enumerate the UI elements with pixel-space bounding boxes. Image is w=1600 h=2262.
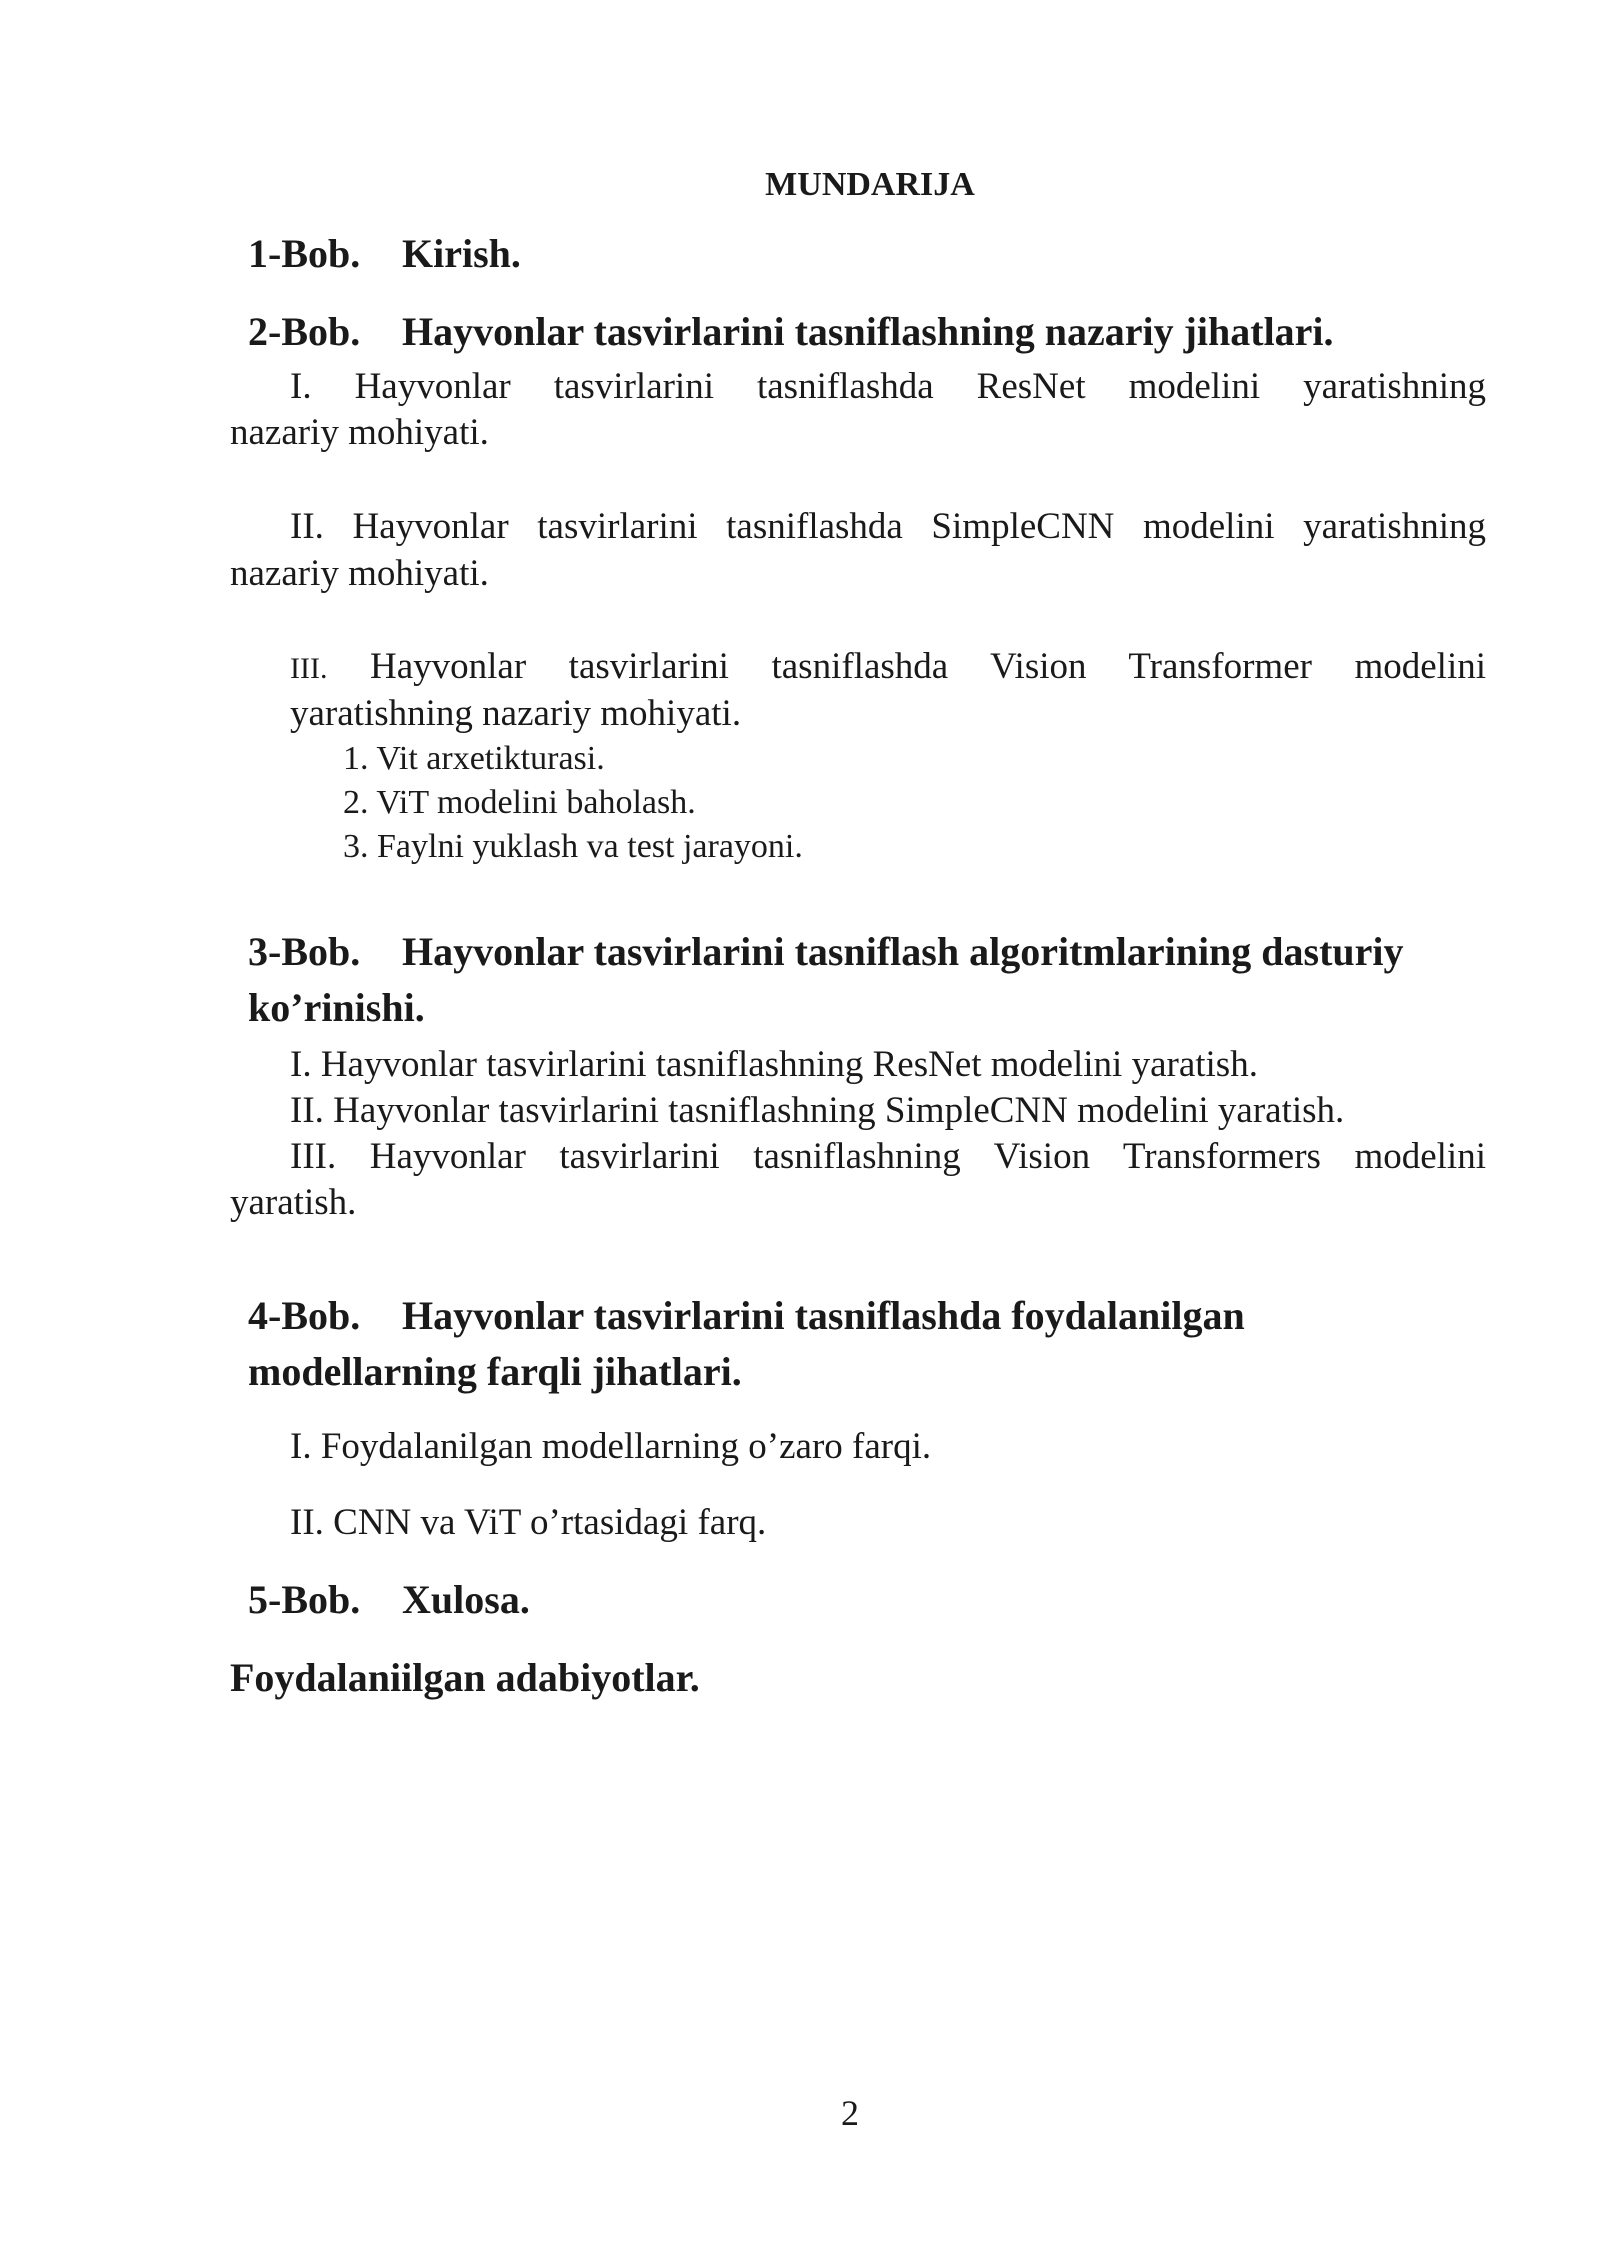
chapter-4-item-2: II. CNN va ViT o’rtasidagi farq. — [290, 1502, 767, 1543]
chapter-2-number: 2-Bob. — [248, 309, 361, 354]
chapter-5-heading — [248, 1572, 530, 1628]
chapter-2-item-3-line1 — [290, 644, 1486, 692]
chapter-2-item-3-text: Hayvonlar tasvirlarini tasniflashda Vision Transformer modelini — [370, 646, 1486, 687]
chapter-1-title: Kirish. — [402, 231, 521, 276]
chapter-3-item-3-line2: yaratish. — [230, 1182, 357, 1223]
chapter-2-item-2-line2: nazariy mohiyati. — [230, 553, 489, 594]
chapter-3-heading — [248, 924, 1404, 980]
chapter-3-item-3-line1: III. Hayvonlar tasvirlarini tasniflashning Vision Transformers modelini — [290, 1136, 1486, 1177]
page-number: 2 — [841, 2093, 859, 2133]
chapter-5-number: 5-Bob. — [248, 1577, 361, 1622]
chapter-3-title-line1: Hayvonlar tasvirlarini tasniflash algoritmlarining dasturiy — [402, 929, 1404, 974]
chapter-2-item-1-line2: nazariy mohiyati. — [230, 412, 489, 453]
chapter-2-subitem-1: 1. Vit arxetikturasi. — [343, 740, 605, 777]
chapter-2-subitem-2: 2. ViT modelini baholash. — [343, 784, 696, 821]
references-heading: Foydalaniilgan adabiyotlar. — [230, 1655, 700, 1700]
chapter-4-heading — [248, 1288, 1245, 1344]
chapter-4-item-1: I. Foydalanilgan modellarning o’zaro farqi. — [290, 1426, 932, 1467]
chapter-2-subitem-3: 3. Faylni yuklash va test jarayoni. — [343, 828, 803, 865]
chapter-3-item-2: II. Hayvonlar tasvirlarini tasniflashning SimpleCNN modelini yaratish. — [290, 1090, 1345, 1131]
chapter-4-title-line2: modellarning farqli jihatlari. — [248, 1349, 742, 1394]
chapter-2-item-2-text: Hayvonlar tasvirlarini tasniflashda SimpleCNN modelini yaratishning — [352, 506, 1486, 547]
chapter-2-item-1-line1 — [290, 364, 1486, 410]
chapter-2-heading — [248, 304, 1334, 360]
chapter-3-item-1: I. Hayvonlar tasvirlarini tasniflashning ResNet modelini yaratish. — [290, 1044, 1258, 1085]
chapter-4-title-line1: Hayvonlar tasvirlarini tasniflashda foydalanilgan — [402, 1293, 1245, 1338]
chapter-5-title: Xulosa. — [402, 1577, 530, 1622]
chapter-2-item-1-text: Hayvonlar tasvirlarini tasniflashda ResNet modelini yaratishning — [354, 366, 1487, 407]
chapter-3-title-line2: ko’rinishi. — [248, 985, 425, 1030]
chapter-2-item-3-line2: yaratishning nazariy mohiyati. — [290, 693, 742, 734]
chapter-2-item-2-roman: II. — [290, 506, 324, 547]
chapter-1-heading — [248, 226, 521, 282]
chapter-1-number: 1-Bob. — [248, 231, 361, 276]
page-title: MUNDARIJA — [765, 166, 975, 203]
chapter-2-item-2-line1 — [290, 504, 1486, 550]
chapter-2-item-1-roman: I. — [290, 366, 312, 407]
chapter-3-number: 3-Bob. — [248, 929, 361, 974]
chapter-2-item-3-roman: III. — [290, 652, 328, 685]
chapter-4-number: 4-Bob. — [248, 1293, 361, 1338]
chapter-2-title: Hayvonlar tasvirlarini tasniflashning nazariy jihatlari. — [402, 309, 1334, 354]
